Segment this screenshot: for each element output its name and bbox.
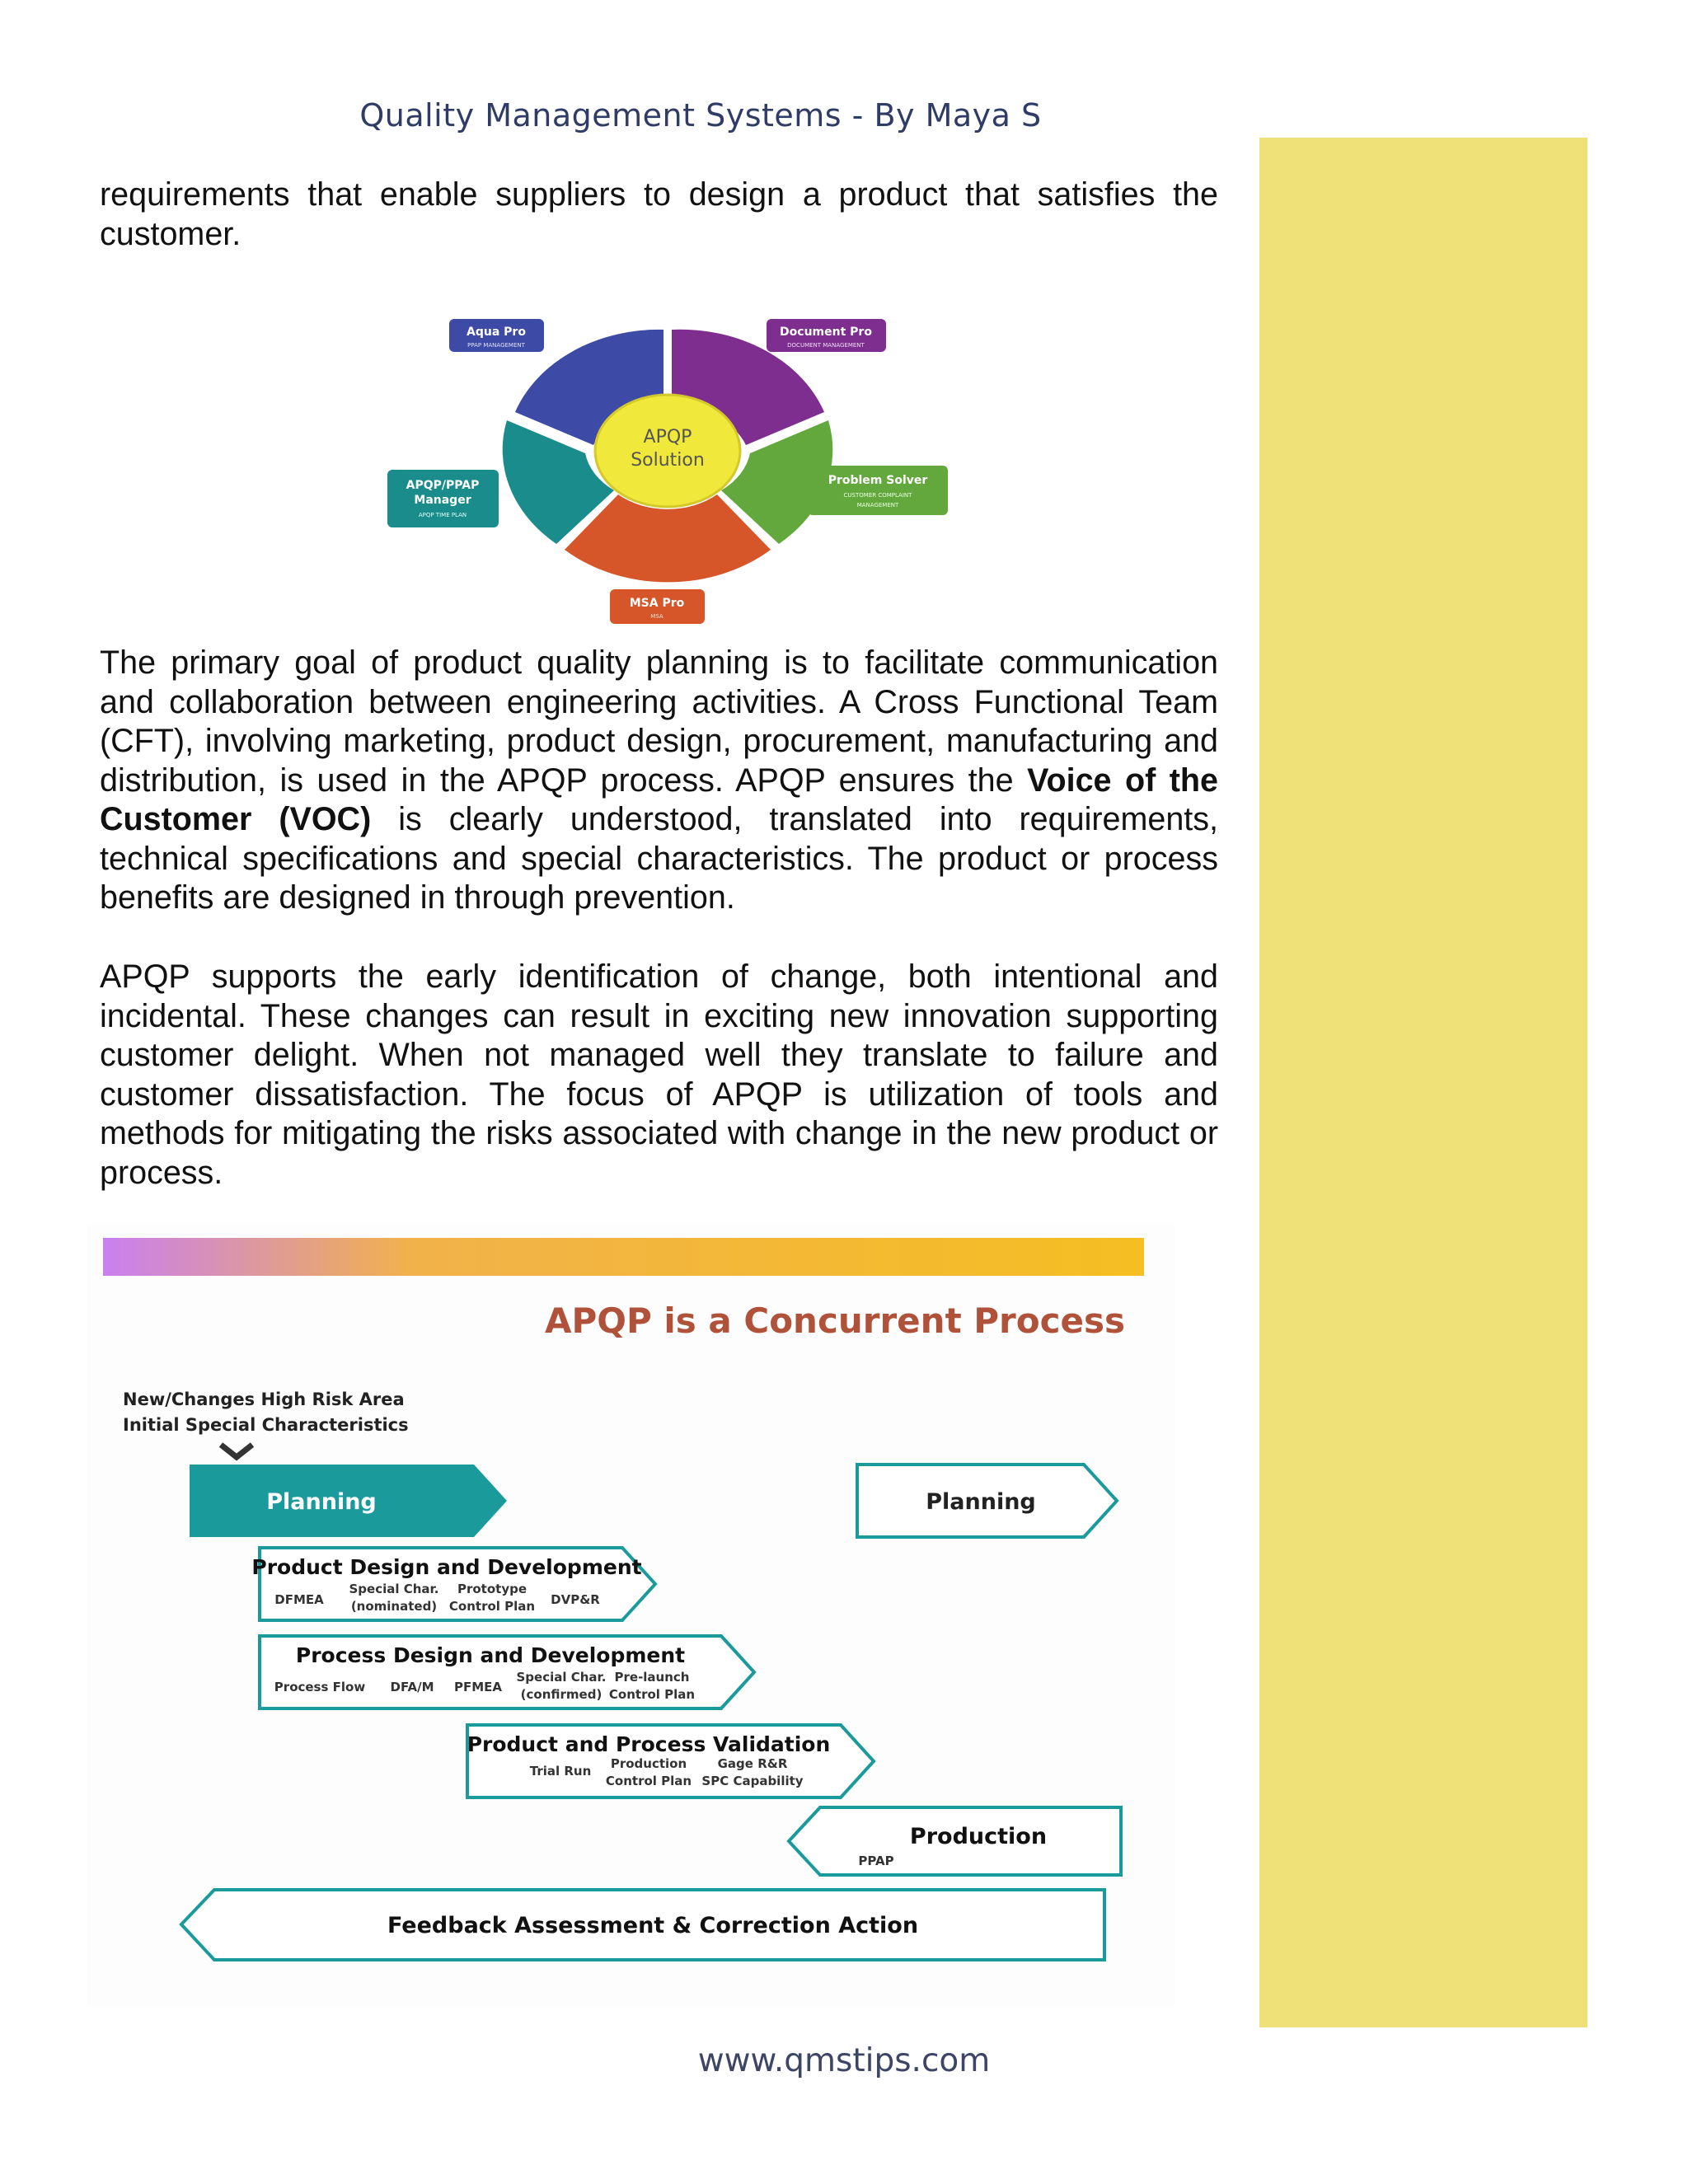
svg-text:Manager: Manager: [414, 494, 471, 507]
svg-text:Prototype: Prototype: [457, 1582, 528, 1596]
svg-text:Aqua Pro: Aqua Pro: [467, 326, 526, 339]
diagram-title: APQP is a Concurrent Process: [545, 1301, 1125, 1341]
svg-text:MSA Pro: MSA Pro: [629, 597, 685, 610]
svg-text:DFMEA: DFMEA: [274, 1592, 324, 1607]
apqp-concurrent-process-diagram: [87, 1224, 1175, 2007]
svg-text:DFA/M: DFA/M: [390, 1680, 434, 1694]
svg-text:Document Pro: Document Pro: [780, 326, 872, 339]
svg-text:Control Plan: Control Plan: [608, 1687, 696, 1702]
svg-text:DVP&R: DVP&R: [551, 1592, 600, 1607]
chevron-down-icon: [221, 1445, 252, 1457]
svg-text:MANAGEMENT: MANAGEMENT: [856, 502, 899, 509]
svg-text:Special Char.: Special Char.: [516, 1670, 607, 1685]
svg-text:Control Plan: Control Plan: [448, 1599, 536, 1614]
gradient-bar: [103, 1238, 1144, 1276]
svg-text:CUSTOMER COMPLAINT: CUSTOMER COMPLAINT: [843, 492, 912, 499]
svg-text:MSA: MSA: [650, 613, 663, 620]
planning-left-label: Planning: [266, 1489, 377, 1515]
apqp-solution-wheel: [379, 309, 956, 630]
svg-text:Pre-launch: Pre-launch: [614, 1670, 690, 1685]
svg-text:Control Plan: Control Plan: [605, 1774, 692, 1788]
paragraph-change: APQP supports the early identification of change, both intentional and incidental. These changes can result in exciting new innovation supporting customer delight. When not managed well they translate to failure and customer dissatisfaction. The focus of APQP is utilization of tools and methods for mitigating the risks associated with change in the new product or process.: [100, 958, 1218, 1191]
voc-bold: Voice of the Customer (VOC): [100, 762, 1219, 837]
footer-url: www.qmstips.com: [697, 2042, 991, 2079]
svg-text:Special Char.: Special Char.: [349, 1582, 439, 1596]
planning-right-label: Planning: [926, 1489, 1036, 1515]
svg-text:Product Design and Development: Product Design and Development: [251, 1555, 642, 1579]
svg-text:PPAP: PPAP: [858, 1854, 894, 1868]
wheel-center-line1: APQP: [643, 427, 692, 448]
svg-text:DOCUMENT MANAGEMENT: DOCUMENT MANAGEMENT: [787, 342, 865, 349]
wheel-center-line2: Solution: [631, 450, 705, 471]
svg-text:Feedback Assessment & Correcti: Feedback Assessment & Correction Action: [387, 1913, 919, 1938]
paragraph-intro: requirements that enable suppliers to design a product that satisfies the customer.: [100, 176, 1218, 252]
svg-text:SPC Capability: SPC Capability: [701, 1774, 804, 1788]
svg-text:PPAP MANAGEMENT: PPAP MANAGEMENT: [467, 342, 525, 349]
yellow-sidebar: [1259, 138, 1587, 2027]
svg-text:Process Flow: Process Flow: [274, 1680, 366, 1694]
svg-text:APQP TIME PLAN: APQP TIME PLAN: [418, 512, 467, 518]
paragraph-primary-goal: The primary goal of product quality planning is to facilitate communication and collaboration between engineering activities. A Cross Functional Team (CFT), involving marketing, product design, procurement, manufacturing and distribution, is used in the APQP process. APQP ensures the Voice of the Customer (VOC) is clearly understood, translated into requirements, technical specifications and special characteristics. The product or process benefits are designed in through prevention.: [100, 644, 1219, 916]
svg-text:Production: Production: [610, 1756, 687, 1771]
svg-text:Trial Run: Trial Run: [529, 1764, 592, 1779]
svg-text:(nominated): (nominated): [350, 1599, 438, 1614]
svg-text:Product and Process Validation: Product and Process Validation: [467, 1732, 831, 1756]
svg-text:Process Design and Development: Process Design and Development: [295, 1643, 686, 1667]
svg-text:PFMEA: PFMEA: [453, 1680, 503, 1694]
svg-text:Gage R&R: Gage R&R: [717, 1756, 788, 1771]
svg-text:Production: Production: [909, 1824, 1048, 1849]
svg-text:Problem Solver: Problem Solver: [828, 474, 928, 487]
risk-area-line1: New/Changes High Risk Area: [123, 1390, 405, 1409]
risk-area-line2: Initial Special Characteristics: [123, 1415, 409, 1435]
page-header: Quality Management Systems - By Maya S: [359, 97, 1042, 134]
svg-text:(confirmed): (confirmed): [520, 1687, 603, 1702]
svg-text:APQP/PPAP: APQP/PPAP: [406, 479, 480, 492]
